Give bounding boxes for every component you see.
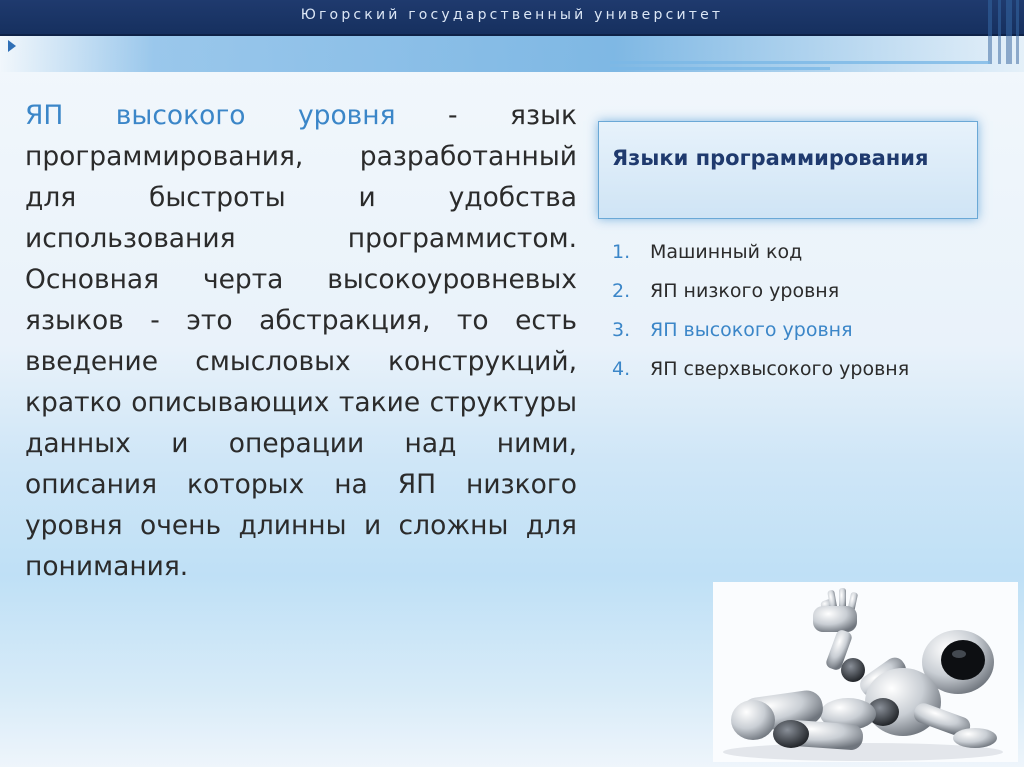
list-number: 3.: [612, 318, 631, 341]
sidebar-title: Языки программирования: [612, 146, 929, 170]
highlighted-term: ЯП высокого уровня: [25, 100, 396, 131]
triangle-right-icon: [8, 40, 16, 52]
list-item-active: [612, 310, 909, 349]
list-number: 4.: [612, 357, 631, 380]
sidebar-header: [598, 121, 978, 219]
language-list: [612, 232, 909, 388]
ribbon-line: [610, 61, 990, 64]
decorative-ribbon: [0, 36, 1024, 72]
definition-body: - язык программирования, разработанный для быстроты и удобства использования программистом. Основная черта высокоуровневых языков - это абстракция, то есть введение смысловых конструкций, кратко описывающих такие структуры данных и операции над ними, описания которых на ЯП низкого уровня очень длинны и сложны для понимания.: [25, 100, 577, 582]
ribbon-line: [610, 67, 830, 70]
list-number: 2.: [612, 279, 631, 302]
list-item: [612, 232, 909, 271]
list-label: Машинный код: [650, 240, 803, 263]
robot-image: [713, 582, 1018, 762]
list-number: 1.: [612, 240, 631, 263]
list-label: ЯП высокого уровня: [650, 318, 853, 341]
list-label: ЯП сверхвысокого уровня: [650, 357, 910, 380]
list-item: [612, 349, 909, 388]
university-title: Югорский государственный университет: [300, 7, 724, 23]
list-label: ЯП низкого уровня: [650, 279, 840, 302]
list-item: [612, 271, 909, 310]
definition-text: [25, 95, 577, 587]
header-bar: [0, 0, 1024, 36]
